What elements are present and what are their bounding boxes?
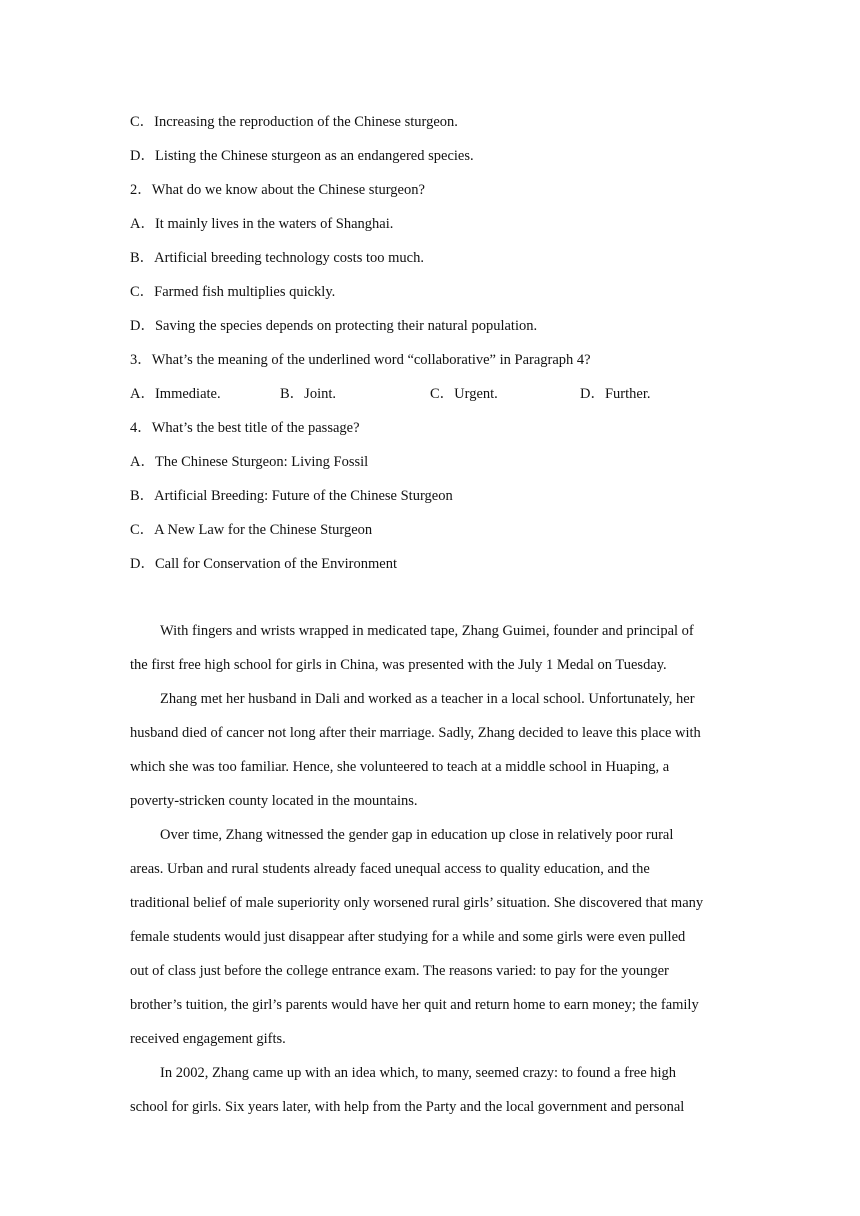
q3-option-a: A．Immediate. <box>130 386 221 402</box>
q4-option-d: D．Call for Conservation of the Environment <box>130 556 397 572</box>
passage-line: school for girls. Six years later, with help from the Party and the local government and personal <box>130 1099 685 1115</box>
passage-line: Over time, Zhang witnessed the gender gap in education up close in relatively poor rural <box>160 827 674 843</box>
q3-option-d: D．Further. <box>580 386 651 402</box>
passage-line: With fingers and wrists wrapped in medicated tape, Zhang Guimei, founder and principal of <box>160 623 694 639</box>
passage-line: brother’s tuition, the girl’s parents would have her quit and return home to earn money; the family <box>130 997 699 1013</box>
passage-line: female students would just disappear after studying for a while and some girls were even pulled <box>130 929 686 945</box>
q2-stem: 2．What do we know about the Chinese sturgeon? <box>130 182 425 198</box>
q1-option-d: D．Listing the Chinese sturgeon as an endangered species. <box>130 148 474 164</box>
passage-line: areas. Urban and rural students already faced unequal access to quality education, and the <box>130 861 650 877</box>
q1-option-c: C．Increasing the reproduction of the Chinese sturgeon. <box>130 114 458 130</box>
passage-line: husband died of cancer not long after their marriage. Sadly, Zhang decided to leave this place with <box>130 725 701 741</box>
passage-line: received engagement gifts. <box>130 1031 286 1047</box>
passage-line: the first free high school for girls in China, was presented with the July 1 Medal on Tuesday. <box>130 657 667 673</box>
q4-option-c: C．A New Law for the Chinese Sturgeon <box>130 522 373 538</box>
passage-line: which she was too familiar. Hence, she volunteered to teach at a middle school in Huaping, a <box>130 759 670 775</box>
q2-option-c: C．Farmed fish multiplies quickly. <box>130 284 336 300</box>
q4-option-b: B．Artificial Breeding: Future of the Chinese Sturgeon <box>130 488 453 504</box>
q2-option-d: D．Saving the species depends on protecting their natural population. <box>130 318 538 334</box>
passage-line: In 2002, Zhang came up with an idea which, to many, seemed crazy: to found a free high <box>160 1065 677 1081</box>
q3-option-b: B．Joint. <box>280 386 336 402</box>
q2-option-a: A．It mainly lives in the waters of Shanghai. <box>130 216 394 232</box>
q2-option-b: B．Artificial breeding technology costs too much. <box>130 250 424 266</box>
q3-option-c: C．Urgent. <box>430 386 498 402</box>
q4-stem: 4．What’s the best title of the passage? <box>130 420 360 436</box>
passage-line: Zhang met her husband in Dali and worked as a teacher in a local school. Unfortunately, her <box>160 691 695 707</box>
passage-line: out of class just before the college entrance exam. The reasons varied: to pay for the younger <box>130 963 669 979</box>
q4-option-a: A．The Chinese Sturgeon: Living Fossil <box>130 454 369 470</box>
passage-line: poverty-stricken county located in the mountains. <box>130 793 418 809</box>
passage-line: traditional belief of male superiority only worsened rural girls’ situation. She discovered that many <box>130 895 704 911</box>
q3-options-row <box>130 384 730 404</box>
q3-stem: 3．What’s the meaning of the underlined word “collaborative” in Paragraph 4? <box>130 352 591 368</box>
